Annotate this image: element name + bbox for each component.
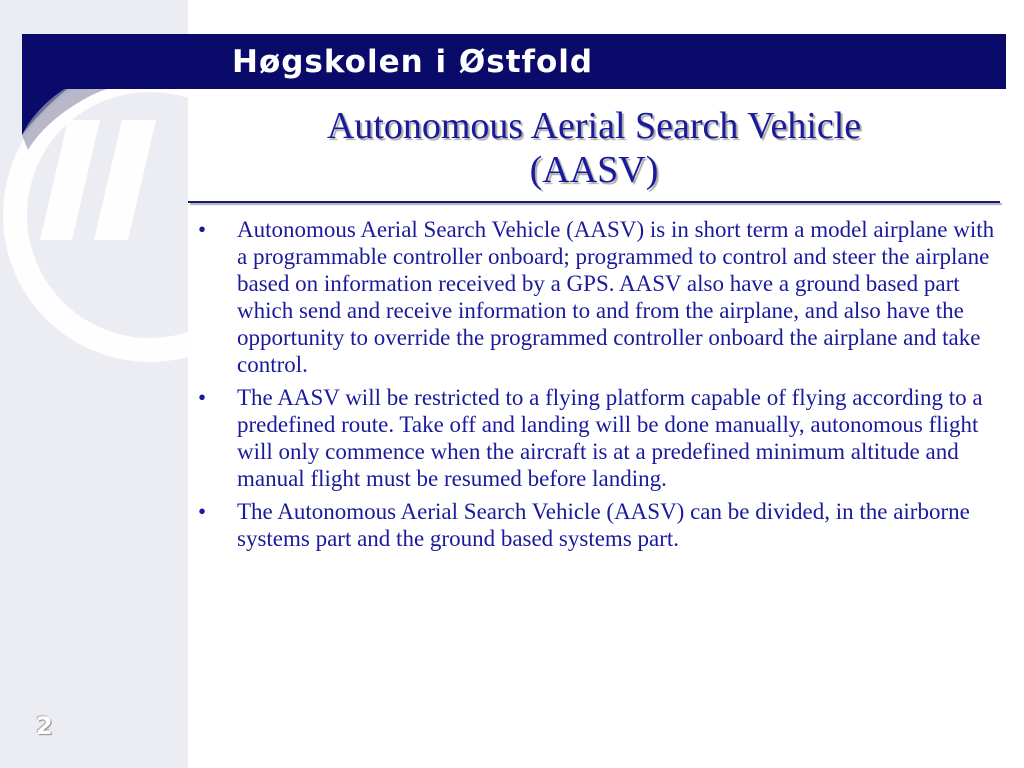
header-bar (22, 34, 1006, 89)
bullet-list (196, 216, 996, 558)
bullet-text: The Autonomous Aerial Search Vehicle (AASV) can be divided, in the airborne systems part and the ground based systems part. (237, 499, 970, 551)
slide-title-line-1: Autonomous Aerial Search Vehicle (326, 105, 862, 147)
page-number: 2 (36, 712, 53, 740)
slide-title-line-2: (AASV) (529, 149, 659, 191)
bullet-text: Autonomous Aerial Search Vehicle (AASV) is in short term a model airplane with a programmable controller onboard; programmed to control and steer the airplane based on information received by a GPS. AASV also have a ground based part which send and receive information to and from the airplane, and also have the opportunity to override the programmed controller onboard the airplane and take control. (237, 217, 995, 377)
bullet-text: The AASV will be restricted to a flying platform capable of flying according to a predefined route. Take off and landing will be done manually, autonomous flight will only commence when the aircraft is at a predefined minimum altitude and manual flight must be resumed before landing. (237, 385, 983, 491)
bullet-icon: • (198, 499, 207, 524)
bullet-icon: • (198, 385, 207, 410)
bullet-item (196, 498, 996, 552)
title-underline (188, 201, 1000, 203)
slide-title (188, 104, 1000, 192)
bullet-item (196, 216, 996, 378)
institution-name: Høgskolen i Østfold (232, 44, 594, 80)
bullet-item (196, 384, 996, 492)
bullet-icon: • (198, 217, 207, 242)
